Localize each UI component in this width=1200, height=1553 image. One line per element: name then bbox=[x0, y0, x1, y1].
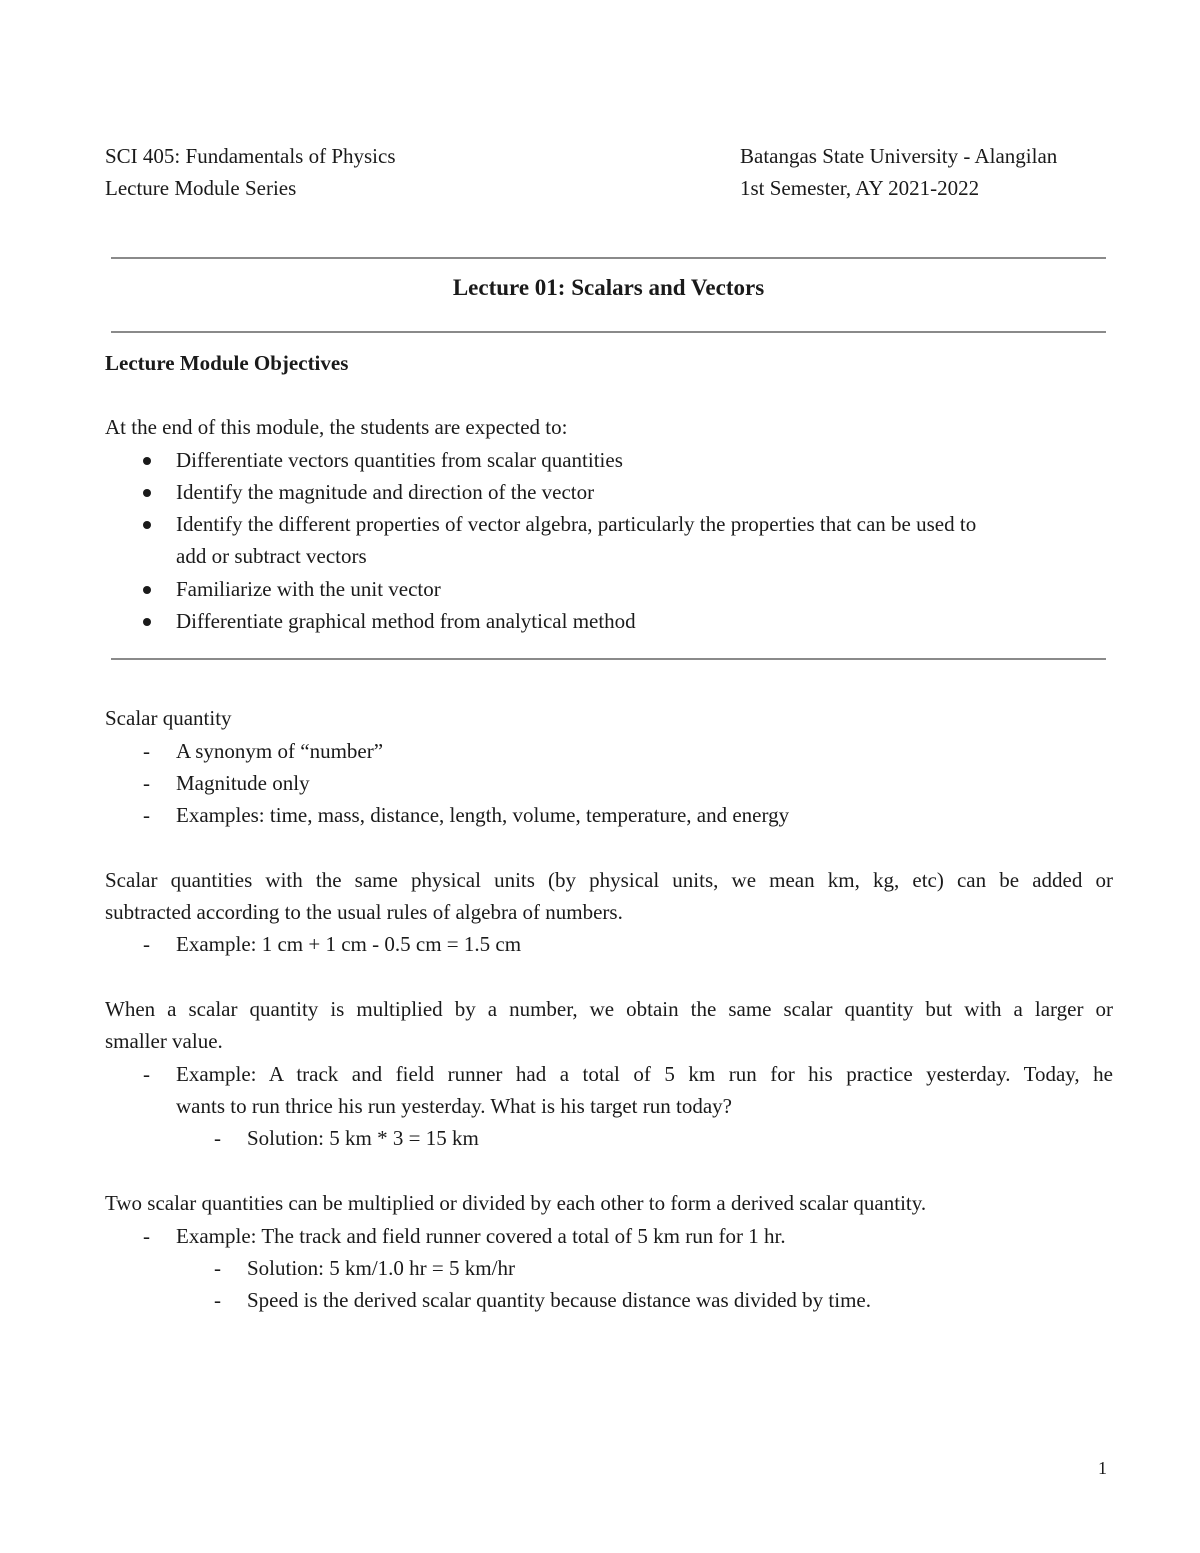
series-label: Lecture Module Series bbox=[105, 176, 297, 200]
dash-marker: - bbox=[214, 1126, 221, 1150]
bullet-icon bbox=[143, 618, 151, 626]
dash-marker: - bbox=[143, 771, 150, 795]
lecture-title: Lecture 01: Scalars and Vectors bbox=[452, 275, 765, 300]
scalar-point: Examples: time, mass, distance, length, volume, temperature, and energy bbox=[176, 803, 790, 827]
dash-marker: - bbox=[214, 1288, 221, 1312]
list-item-continuation: add or subtract vectors bbox=[176, 544, 367, 568]
scalar-point: A synonym of “number” bbox=[176, 739, 384, 763]
paragraph-3-note: Speed is the derived scalar quantity because distance was divided by time. bbox=[247, 1288, 871, 1312]
page-number: 1 bbox=[1098, 1458, 1107, 1478]
dash-marker: - bbox=[143, 932, 150, 956]
title-divider bbox=[111, 331, 1106, 333]
semester-label: 1st Semester, AY 2021-2022 bbox=[740, 176, 980, 200]
list-item: Differentiate vectors quantities from scalar quantities bbox=[176, 448, 623, 472]
scalar-heading: Scalar quantity bbox=[105, 706, 232, 730]
paragraph-2-example-line-1: Example: A track and field runner had a total of 5 km run for his practice yesterday. Today, he bbox=[176, 1062, 1113, 1086]
paragraph-2-line-2: smaller value. bbox=[105, 1029, 223, 1053]
course-title: SCI 405: Fundamentals of Physics bbox=[105, 144, 396, 168]
paragraph-1-example: Example: 1 cm + 1 cm - 0.5 cm = 1.5 cm bbox=[176, 932, 522, 956]
list-item: Differentiate graphical method from analytical method bbox=[176, 609, 636, 633]
bullet-icon bbox=[143, 489, 151, 497]
dash-marker: - bbox=[143, 1224, 150, 1248]
objectives-divider bbox=[111, 658, 1106, 660]
paragraph-1-line-2: subtracted according to the usual rules of algebra of numbers. bbox=[105, 900, 623, 924]
paragraph-2-example-line-2: wants to run thrice his run yesterday. What is his target run today? bbox=[176, 1094, 732, 1118]
list-item: Identify the different properties of vector algebra, particularly the properties that can be used to bbox=[176, 512, 977, 536]
paragraph-3-solution: Solution: 5 km/1.0 hr = 5 km/hr bbox=[247, 1256, 515, 1280]
objectives-heading: Lecture Module Objectives bbox=[105, 351, 349, 375]
list-item: Identify the magnitude and direction of the vector bbox=[176, 480, 595, 504]
dash-marker: - bbox=[143, 803, 150, 827]
paragraph-1-line-1: Scalar quantities with the same physical units (by physical units, we mean km, kg, etc) can be added or bbox=[105, 868, 1113, 892]
objectives-intro: At the end of this module, the students are expected to: bbox=[105, 415, 568, 439]
list-item: Familiarize with the unit vector bbox=[176, 577, 441, 601]
bullet-icon bbox=[143, 521, 151, 529]
dash-marker: - bbox=[214, 1256, 221, 1280]
paragraph-3-example: Example: The track and field runner covered a total of 5 km run for 1 hr. bbox=[176, 1224, 786, 1248]
dash-marker: - bbox=[143, 739, 150, 763]
dash-marker: - bbox=[143, 1062, 150, 1086]
scalar-point: Magnitude only bbox=[176, 771, 310, 795]
paragraph-3-line-1: Two scalar quantities can be multiplied or divided by each other to form a derived scalar quantity. bbox=[105, 1191, 927, 1215]
top-divider bbox=[111, 257, 1106, 259]
university-name: Batangas State University - Alangilan bbox=[740, 144, 1058, 168]
paragraph-2-solution: Solution: 5 km * 3 = 15 km bbox=[247, 1126, 479, 1150]
paragraph-2-line-1: When a scalar quantity is multiplied by a number, we obtain the same scalar quantity but with a larger or bbox=[105, 997, 1113, 1021]
bullet-icon bbox=[143, 457, 151, 465]
bullet-icon bbox=[143, 586, 151, 594]
